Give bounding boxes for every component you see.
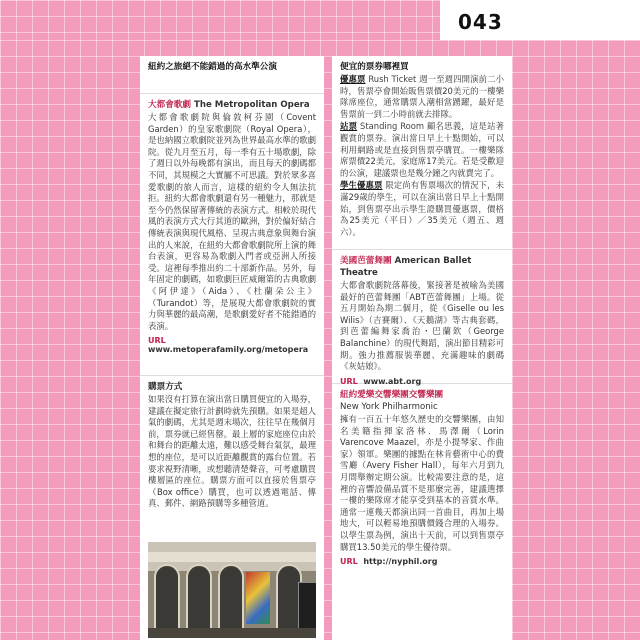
intro-box [140, 56, 324, 94]
nyphil-body: 擁有一百五十年悠久歷史的交響樂團，由知名美籍指揮家洛林．馬澤爾（Lorin Varencove Maazel，亦是小提琴家、作曲家）領軍。樂團的據點在林肯藝術中心的費雪廳（Avery Fisher Hall），每年六月到九月間舉辦定期公演。比較需要注意的是，這裡的音響設備品質不是那麼完善，建議選擇一樓的樂隊席才能享受到基本的音質水準。通常一連幾天都演出同一首曲目，再加上場地大，可以輕易地預購價錢合理的入場券。以學生票為例，演出十天前，可以到售票亭購買13.50美元的學生優待票。 [340, 414, 504, 552]
nyphil-section [332, 384, 512, 640]
nyphil-heading [340, 389, 504, 401]
tickets-body: 如果沒有打算在演出當日購買便宜的入場券，建議在擬定旅行計劃時就先預購。如果是超人氣的劇碼，尤其是週末場次，往往早在幾個月前，票券就已經售罄。最上層的家庭座位由於和舞台的距離太遠，難以感受舞台氣氛，最理想的座位，是可以近距離觀賞的露台位置。若要求視野清晰，或想聽清楚聲音，可考慮購買樓層區的座位。購票方面可以直接於售票亭（Box office）購買，也可以透過電話、傳真、郵件、網路預購等多種管道。 [148, 394, 316, 509]
rush-keyword: 優惠票 [340, 74, 366, 84]
met-name-en: The Metropolitan Opera [193, 100, 310, 110]
abt-section [332, 250, 512, 384]
lincoln-center-photo [148, 542, 316, 638]
pink-grid-header [0, 0, 440, 40]
cheap-tickets-section [332, 56, 512, 250]
met-url-link[interactable]: www.metoperafamily.org/metopera [148, 345, 309, 355]
rush-keyword-en: Rush Ticket [368, 74, 417, 84]
standing-keyword: 站票 [340, 121, 358, 132]
nyphil-name-en: New York Philharmonic [340, 402, 438, 412]
met-heading [148, 99, 316, 111]
standing-room-text [340, 121, 504, 179]
tickets-title: 購票方式 [148, 382, 183, 392]
abt-body: 大都會歌劇院落幕後，緊接著是被喻為美國最好的芭蕾舞團「ABT芭蕾舞團」上場。從五月開始為期二個月，從《Giselle ou les Wilis》（吉賽爾）、《天鵝湖》等古典套碼，到芭蕾編舞家喬治・巴蘭欽（George Balanchine）的現代舞蹈，演出節目精彩可期。強力推薦服裝華麗、充滿趣味的劇碼《灰姑娘》。 [340, 280, 504, 372]
student-ticket-text [340, 180, 504, 238]
met-url-line [148, 336, 316, 354]
photo-ground [148, 628, 316, 638]
student-body: 限定尚有售票場次的情況下，未滿29歲的學生，可以在演出當日早上十點開始，到售票亭出示學生證購買優惠票，價格為25美元（平日）／35美元（週五、週六）。 [340, 180, 505, 237]
tickets-section [140, 376, 324, 542]
met-section [140, 94, 324, 376]
abt-heading [340, 255, 504, 279]
url-label: URL [340, 557, 358, 567]
abt-url-link[interactable]: www.abt.org [363, 376, 422, 386]
abt-name-cn: 美國芭蕾舞團 [340, 256, 392, 266]
rush-body: 週一至週四開演前二小時，售票亭會開始販售票價20美元的一樓樂隊席座位，通常購票人潮相當踴躍，最好是售票前一到二小時前就去排隊。 [340, 74, 505, 119]
standing-keyword-en: Standing Room [360, 121, 425, 132]
photo-arch [154, 564, 180, 630]
rush-ticket-text [340, 74, 504, 120]
url-label: URL [148, 336, 166, 346]
nyphil-url-line [340, 557, 504, 566]
nyphil-url-link[interactable]: http://nyphil.org [363, 557, 438, 567]
student-keyword: 學生優惠票 [340, 180, 383, 191]
left-column [140, 56, 324, 640]
photo-mural [246, 572, 270, 624]
standing-body: 顧名思義，這是站著觀賞的票券。演出當日早上十點開始，可以利用網路或是直接到售票亭購買。一樓樂隊席票價22美元，家庭席17美元。若是受歡迎的公演，建議票也是幾分鐘之內就賣完了。 [340, 121, 504, 178]
photo-arch [186, 564, 212, 630]
abt-name-en: American Ballet Theatre [340, 256, 472, 278]
photo-banner [298, 582, 316, 630]
photo-cornice [148, 552, 316, 562]
met-body: 大都會歌劇院與倫敦柯芬園（Covent Garden）的皇家歌劇院（Royal Opera），是也納國立歌劇院並列為世界最高水準的歌劇院。從九月至五月，每一季有五十場歌劇，除了週日以外每晚都有演出，而且每天的劇碼都不同，其規模之大實屬不可思議。對於眾多喜愛歌劇的旅人而言，這樣的紐約令人無法抗拒。紐約大都會歌劇還有另一種魅力，那就是至今仍然保留著傳統的表演方式。相較於現代風的表演方式大行其道的歐洲，對於偏好結合傳統表演與現代風格、呈現古典意象與舞台演出的人來說，在紐約大都會歌劇院所上演的舞台表演，更容易為歌劇入門者或亞洲人所接受。這裡每季推出約二十部新作品。另外，每年固定的劇碼，如歌劇巨匠威爾第的古典歌劇《阿伊達》（Aida）、《杜蘭朵公主》（Turandot）等，是展現大都會歌劇院的實力與華麗的最高潮，是歌劇愛好者不能錯過的表演。 [148, 112, 316, 331]
nyphil-name-cn: 紐約愛樂交響樂團交響樂團 [340, 390, 444, 400]
intro-title: 紐約之旅絕不能錯過的高水準公演 [148, 62, 277, 72]
met-name-cn: 大都會歌劇 [148, 100, 191, 110]
cheap-tickets-title: 便宜的票券哪裡買 [340, 62, 409, 72]
photo-arch [218, 564, 244, 630]
right-column [332, 56, 512, 640]
page-number: 043 [458, 10, 503, 34]
url-label: URL [340, 376, 358, 386]
